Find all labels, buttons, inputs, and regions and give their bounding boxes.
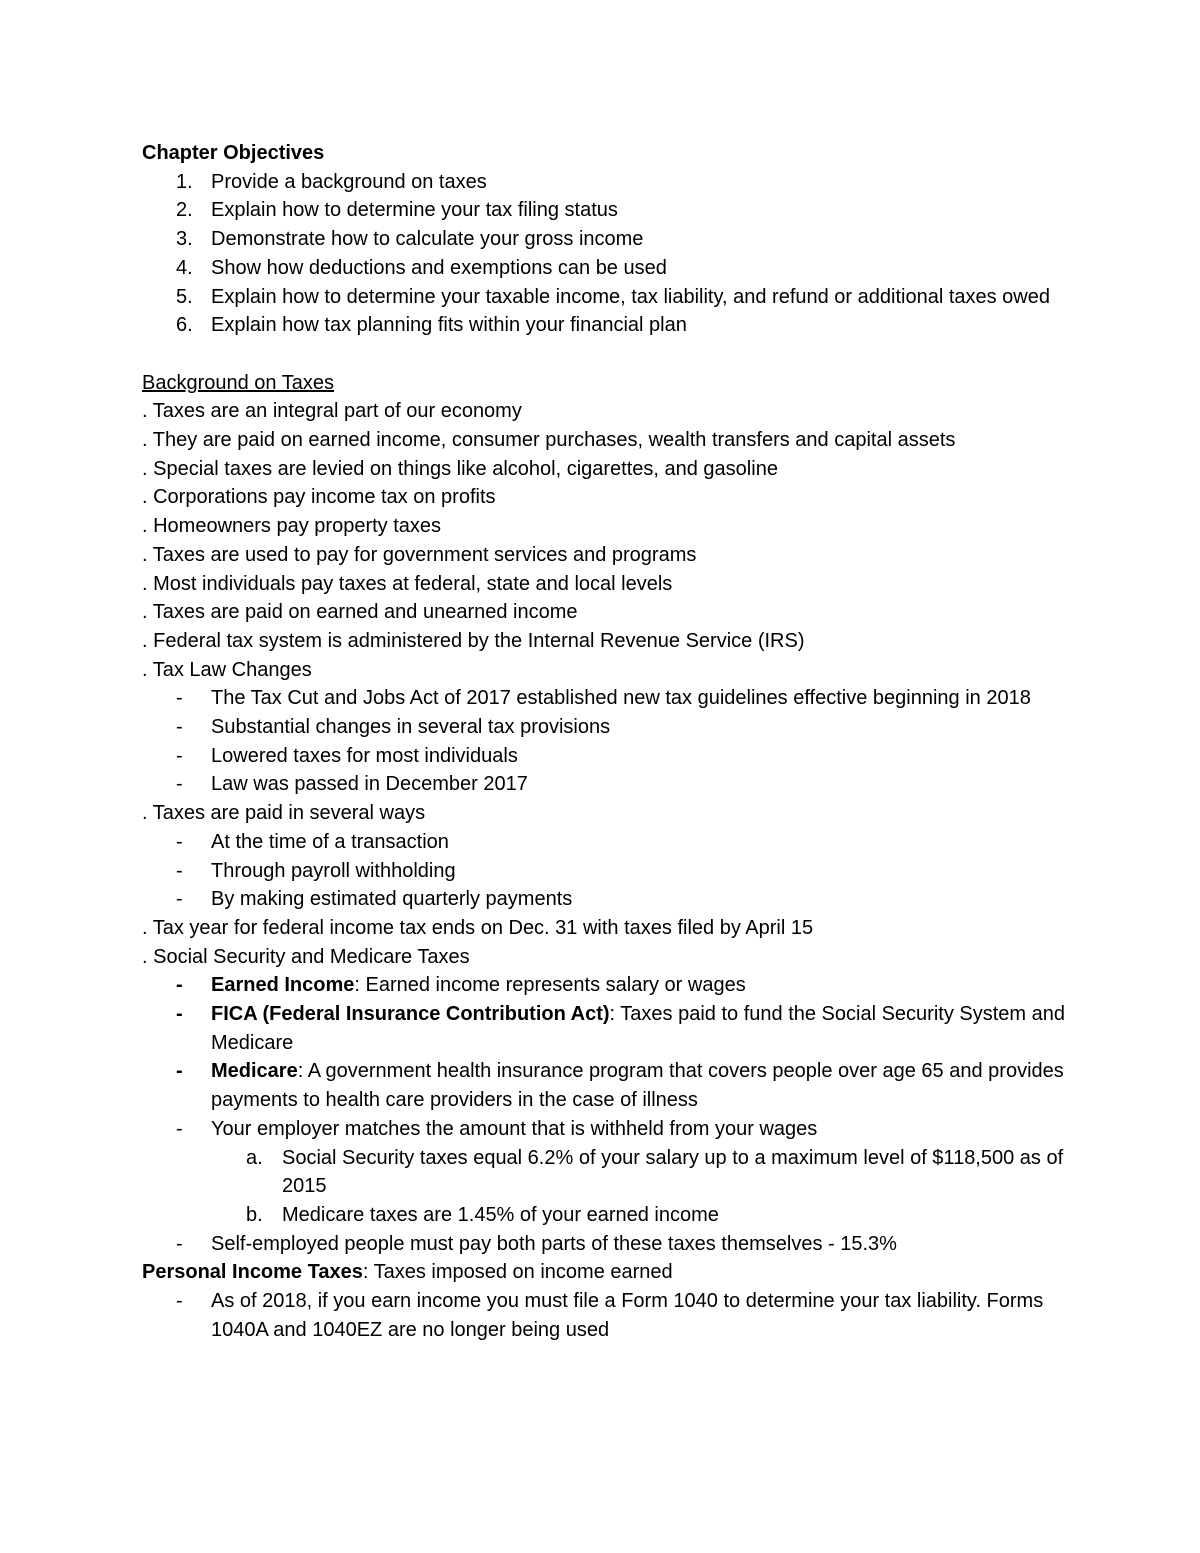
background-bullet: . Taxes are an integral part of our economy	[142, 400, 522, 423]
background-bullet: . Taxes are paid on earned and unearned income	[142, 601, 578, 624]
employer-match-item: - Your employer matches the amount that is withheld from your wages	[176, 1117, 818, 1140]
background-bullet: . They are paid on earned income, consumer purchases, wealth transfers and capital assets	[142, 429, 956, 452]
background-bullet: . Corporations pay income tax on profits	[142, 486, 496, 509]
objective-item: 6. Explain how tax planning fits within your financial plan	[176, 314, 687, 337]
paid-ways-heading: . Taxes are paid in several ways	[142, 802, 426, 825]
objective-item: 2. Explain how to determine your tax filing status	[176, 199, 618, 222]
objective-item: 4. Show how deductions and exemptions can be used	[176, 256, 667, 279]
document-page	[142, 139, 1102, 1345]
background-bullet: . Federal tax system is administered by the Internal Revenue Service (IRS)	[142, 629, 805, 652]
background-bullet: . Most individuals pay taxes at federal, state and local levels	[142, 572, 673, 595]
objective-item: 5. Explain how to determine your taxable income, tax liability, and refund or additional taxes owed	[176, 285, 1050, 308]
sub-item: b. Medicare taxes are 1.45% of your earned income	[246, 1204, 719, 1226]
personal-income-heading: Personal Income Taxes: Taxes imposed on income earned	[142, 1261, 673, 1284]
paid-way-item: - Through payroll withholding	[176, 859, 456, 882]
social-security-heading: . Social Security and Medicare Taxes	[142, 945, 470, 968]
law-change-item: - The Tax Cut and Jobs Act of 2017 established new tax guidelines effective beginning in 2018	[176, 687, 1031, 710]
background-bullet: . Homeowners pay property taxes	[142, 515, 442, 538]
sub-item: a. Social Security taxes equal 6.2% of your salary up to a maximum level of $118,500 as of 2015	[246, 1146, 1064, 1198]
background-bullet: . Tax Law Changes	[142, 658, 312, 681]
law-change-item: - Substantial changes in several tax provisions	[176, 716, 611, 739]
background-bullet: . Special taxes are levied on things like alcohol, cigarettes, and gasoline	[142, 457, 778, 480]
background-heading: Background on Taxes	[142, 371, 334, 394]
personal-income-item: - As of 2018, if you earn income you must file a Form 1040 to determine your tax liability. Forms 1040A and 1040EZ are no longer being used	[176, 1290, 1044, 1341]
background-bullet: . Taxes are used to pay for government services and programs	[142, 543, 697, 566]
spacer	[142, 340, 1102, 369]
tax-year-bullet: . Tax year for federal income tax ends on Dec. 31 with taxes filed by April 15	[142, 916, 814, 939]
paid-way-item: - By making estimated quarterly payments	[176, 888, 573, 911]
term-item: - FICA (Federal Insurance Contribution Act): Taxes paid to fund the Social Security System and Medicare	[176, 1003, 1065, 1054]
term-item: - Earned Income: Earned income represents salary or wages	[176, 974, 746, 997]
objective-item: 3. Demonstrate how to calculate your gross income	[176, 228, 644, 251]
self-employed-item: - Self-employed people must pay both parts of these taxes themselves - 15.3%	[176, 1232, 897, 1255]
law-change-item: - Lowered taxes for most individuals	[176, 744, 518, 767]
term-item: - Medicare: A government health insurance program that covers people over age 65 and provides payments to health care providers in the case of illness	[176, 1060, 1064, 1112]
law-change-item: - Law was passed in December 2017	[176, 773, 528, 796]
paid-way-item: - At the time of a transaction	[176, 830, 449, 853]
objective-item: 1. Provide a background on taxes	[176, 170, 487, 193]
objectives-heading: Chapter Objectives	[142, 142, 325, 164]
